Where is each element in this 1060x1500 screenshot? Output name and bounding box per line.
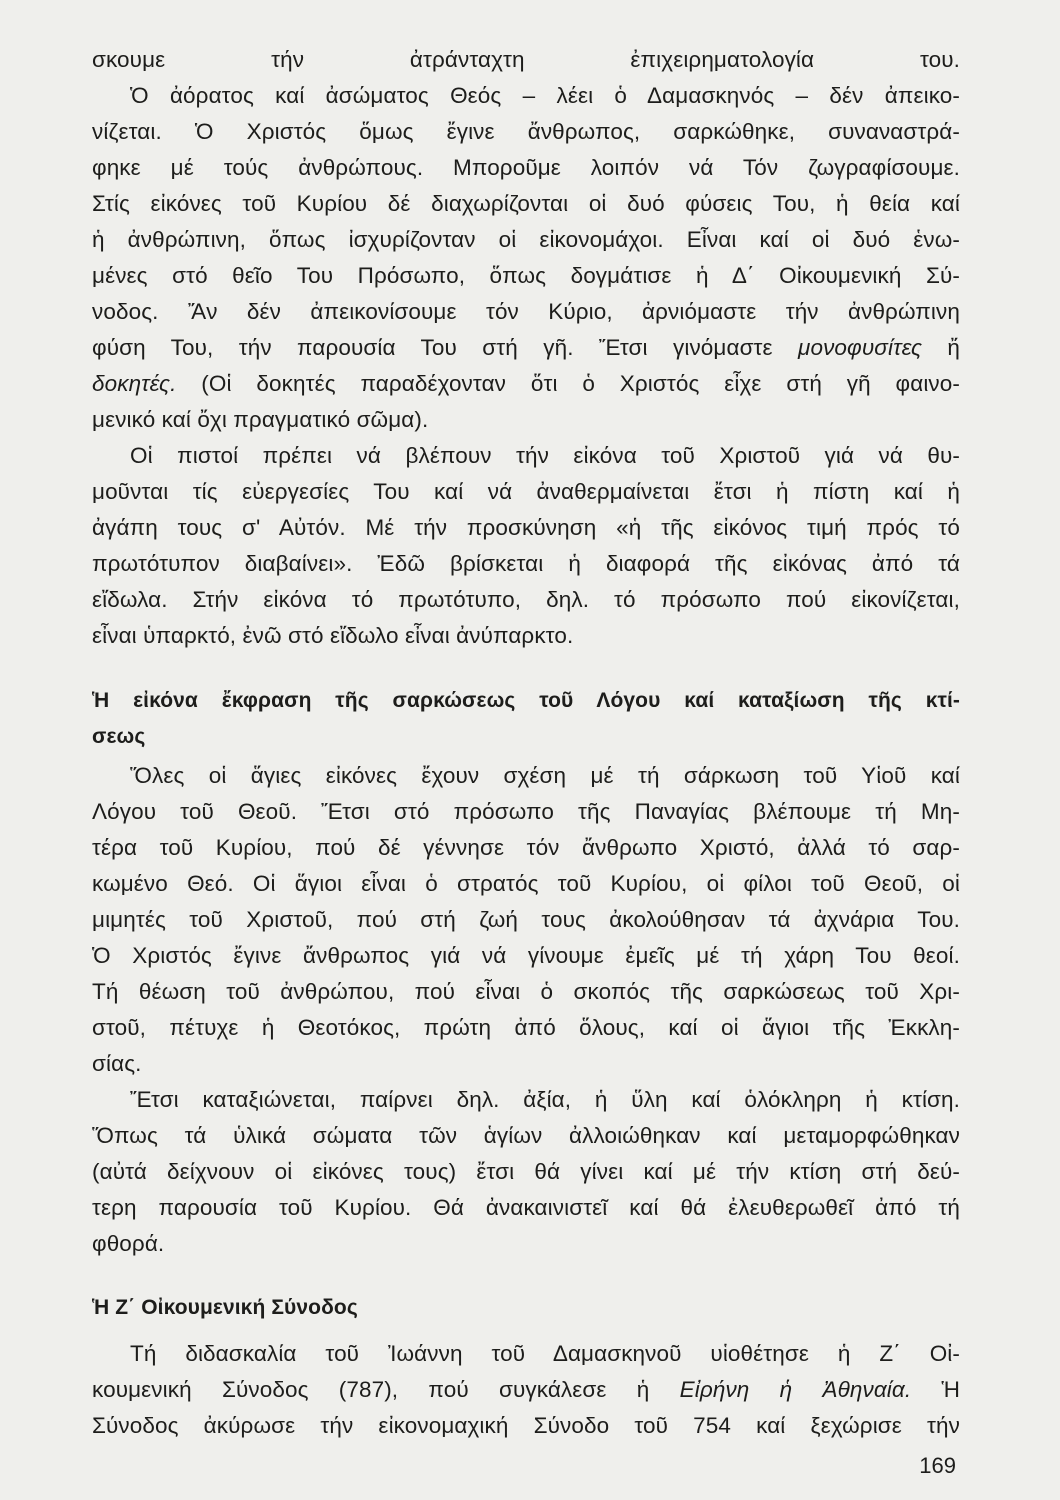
text-line: κωμένο Θεό. Οἱ ἅγιοι εἶναι ὁ στρατός τοῦ Κυρίου, οἱ φίλοι τοῦ Θεοῦ, οἱ [92,871,960,896]
text-line [92,330,960,366]
text-line: Ὅπως τά ὑλικά σώματα τῶν ἁγίων ἀλλοιώθηκαν καί μεταμορφώθηκαν [92,1123,960,1148]
text-line: τερη παρουσία τοῦ Κυρίου. Θά ἀνακαινιστεῖ καί θά ἐλευθερωθεῖ ἀπό τή [92,1195,960,1220]
section-heading: Ἡ εἰκόνα ἔκφραση τῆς σαρκώσεως τοῦ Λόγου καί καταξίωση τῆς κτί- [92,689,960,712]
text-line: νοδος. Ἄν δέν ἀπεικονίσουμε τόν Κύριο, ἀρνιόμαστε τήν ἀνθρώπινη [92,299,960,324]
text-line: φθορά. [92,1231,165,1256]
text-line [92,366,960,402]
text-line: πρωτότυπον διαβαίνει». Ἐδῶ βρίσκεται ἡ διαφορά τῆς εἰκόνας ἀπό τά [92,551,960,576]
text-line: Ὅλες οἱ ἅγιες εἰκόνες ἔχουν σχέση μέ τή σάρκωση τοῦ Υἱοῦ καί [130,763,960,788]
text-line: νίζεται. Ὁ Χριστός ὅμως ἔγινε ἄνθρωπος, σαρκώθηκε, συναναστρά- [92,119,960,144]
page-number: 169 [919,1453,956,1478]
italic-term: μονοφυσίτες [798,335,923,360]
text-line: ἡ ἀνθρώπινη, ὅπως ἰσχυρίζονταν οἱ εἰκονομάχοι. Εἶναι καί οἱ δυό ἑνω- [92,227,960,252]
text-line: τέρα τοῦ Κυρίου, πού δέ γέννησε τόν ἄνθρωπο Χριστό, ἀλλά τό σαρ- [92,835,960,860]
text-line: Οἱ πιστοί πρέπει νά βλέπουν τήν εἰκόνα τοῦ Χριστοῦ γιά νά θυ- [130,443,960,468]
text-line: φηκε μέ τούς ἀνθρώπους. Μποροῦμε λοιπόν νά Τόν ζωγραφίσουμε. [92,155,960,180]
text-line: σκουμε τήν ἀτράνταχτη ἐπιχειρηματολογία του. [92,47,960,72]
text-line: Τή θέωση τοῦ ἀνθρώπου, πού εἶναι ὁ σκοπός τῆς σαρκώσεως τοῦ Χρι- [92,979,960,1004]
section-heading: Ἡ Ζ΄ Οἰκουμενική Σύνοδος [92,1296,358,1319]
text-line: Σύνοδος ἀκύρωσε τήν εἰκονομαχική Σύνοδο τοῦ 754 καί ξεχώρισε τήν [92,1413,960,1438]
text-line: εἶναι ὑπαρκτό, ἐνῶ στό εἴδωλο εἶναι ἀνύπαρκτο. [92,623,574,648]
text-line: Λόγου τοῦ Θεοῦ. Ἔτσι στό πρόσωπο τῆς Παναγίας βλέπουμε τή Μη- [92,799,960,824]
text-line: μενικό καί ὄχι πραγματικό σῶμα). [92,407,429,432]
text-span: Ἡ [911,1377,960,1402]
text-span: φύση Του, τήν παρουσία Του στή γῆ. Ἔτσι γινόμαστε [92,335,799,360]
text-line: Τή διδασκαλία τοῦ Ἰωάννη τοῦ Δαμασκηνοῦ υἱοθέτησε ἡ Ζ΄ Οἰ- [130,1341,960,1366]
text-line: Ἔτσι καταξιώνεται, παίρνει δηλ. ἀξία, ἡ ὕλη καί ὁλόκληρη ἡ κτίση. [130,1087,960,1112]
text-span: κουμενική Σύνοδος (787), πού συγκάλεσε ἡ [92,1377,680,1402]
text-line: Ὁ ἀόρατος καί ἀσώματος Θεός – λέει ὁ Δαμασκηνός – δέν ἀπεικο- [130,83,960,108]
text-line: μένες στό θεῖο Του Πρόσωπο, ὅπως δογμάτισε ἡ Δ΄ Οἰκουμενική Σύ- [92,263,960,288]
text-line: μιμητές τοῦ Χριστοῦ, πού στή ζωή τους ἀκολούθησαν τά ἀχνάρια Του. [92,907,960,932]
text-line [92,1372,960,1408]
text-line: Ὁ Χριστός ἔγινε ἄνθρωπος γιά νά γίνουμε ἐμεῖς μέ τή χάρη Του θεοί. [92,943,960,968]
italic-term: Εἰρήνη ἡ Ἀθηναία. [679,1377,912,1402]
text-line: Στίς εἰκόνες τοῦ Κυρίου δέ διαχωρίζονται οἱ δυό φύσεις Του, ἡ θεία καί [92,191,960,216]
text-line: σίας. [92,1051,142,1076]
section-heading: σεως [92,725,146,748]
text-line: εἴδωλα. Στήν εἰκόνα τό πρωτότυπο, δηλ. τό πρόσωπο πού εἰκονίζεται, [92,587,960,612]
text-line: (αὐτά δείχνουν οἱ εἰκόνες τους) ἔτσι θά γίνει καί μέ τήν κτίση στή δεύ- [92,1159,960,1184]
text-span: (Οἱ δοκητές παραδέχονταν ὅτι ὁ Χριστός εἶχε στή γῆ φαινο- [176,371,960,396]
text-line: μοῦνται τίς εὐεργεσίες Του καί νά ἀναθερμαίνεται ἔτσι ἡ πίστη καί ἡ [92,479,960,504]
text-line: στοῦ, πέτυχε ἡ Θεοτόκος, πρώτη ἀπό ὅλους, καί οἱ ἅγιοι τῆς Ἐκκλη- [92,1015,960,1040]
italic-term: δοκητές. [92,371,177,396]
text-line: ἀγάπη τους σ' Αὐτόν. Μέ τήν προσκύνηση «ἡ τῆς εἰκόνος τιμή πρός τό [92,515,960,540]
text-span: ἤ [922,335,960,360]
